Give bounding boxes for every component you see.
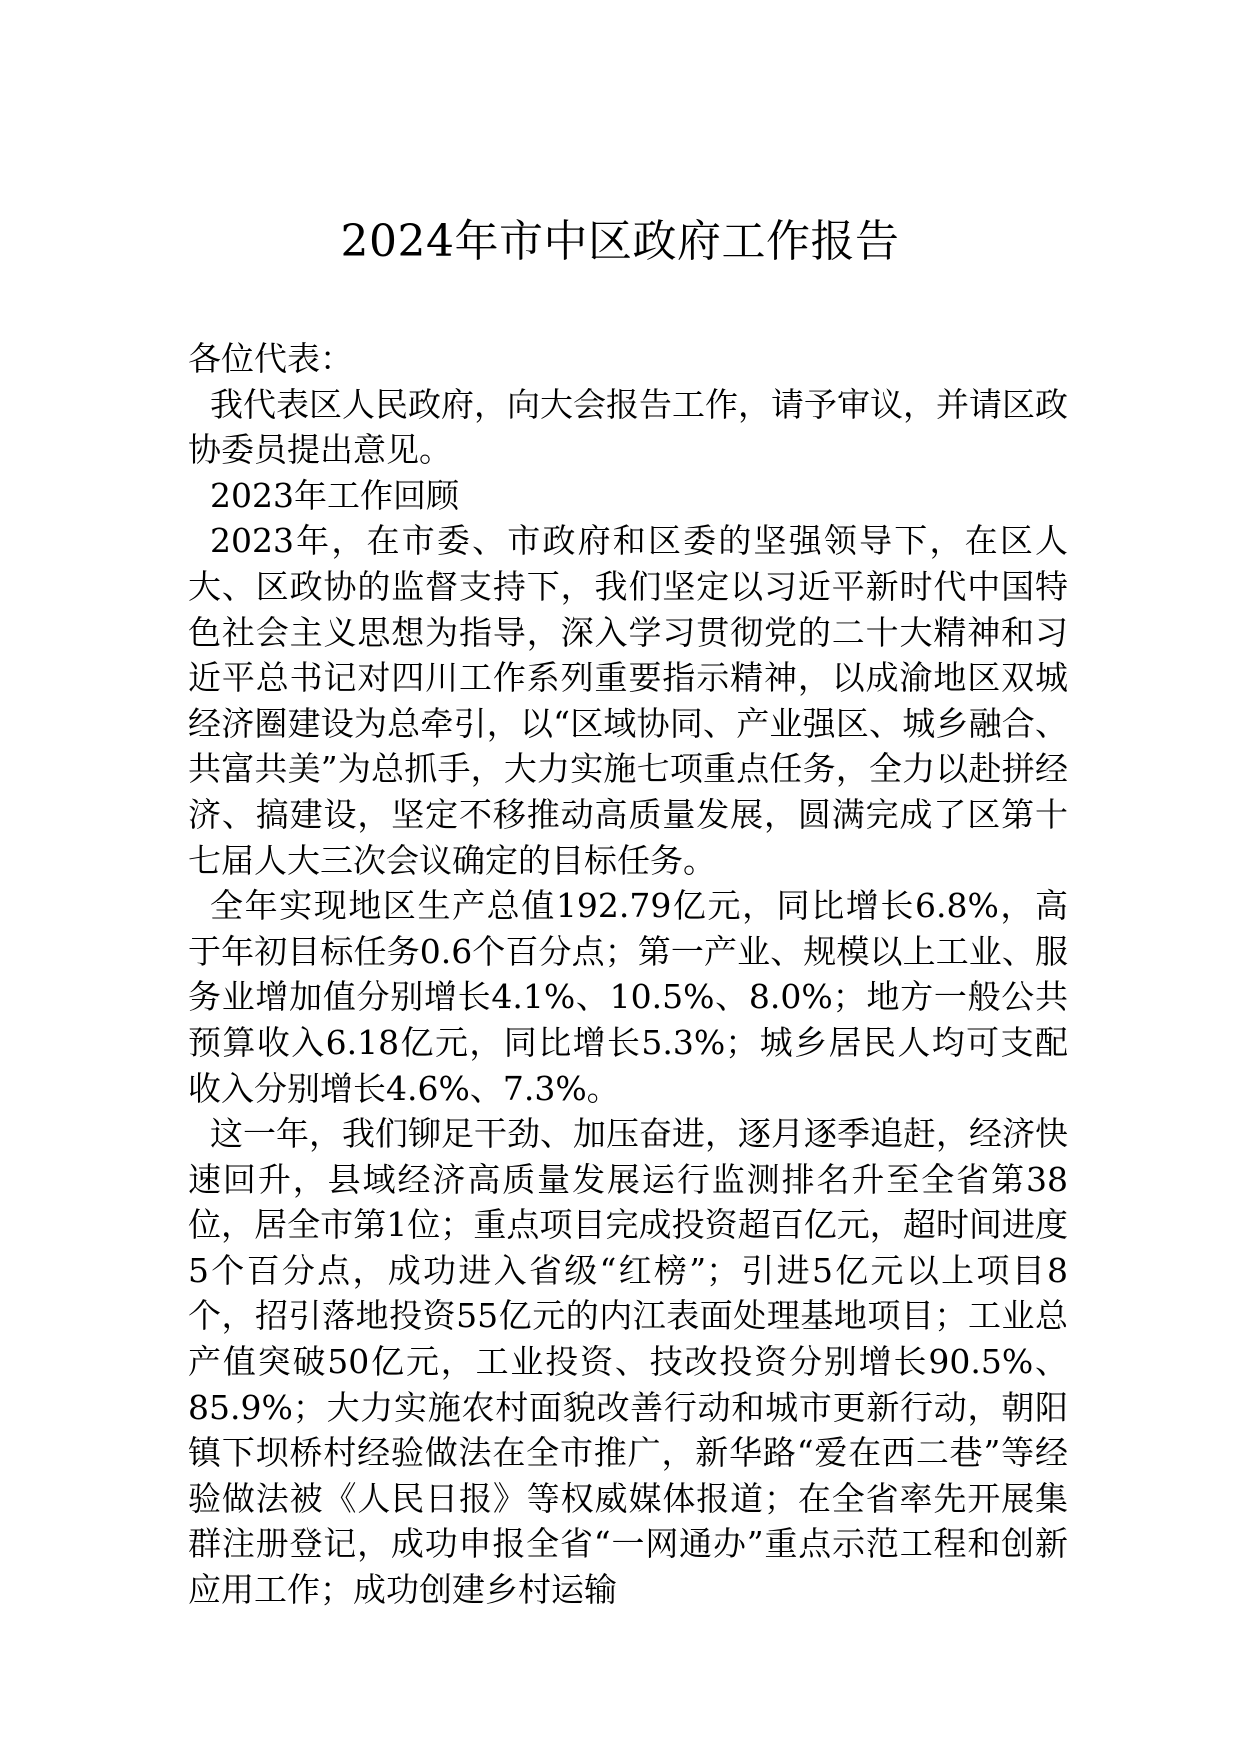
paragraph-opening: 我代表区人民政府，向大会报告工作，请予审议，并请区政协委员提出意见。 — [188, 384, 1068, 470]
section-heading-review: 2023年工作回顾 — [210, 475, 459, 515]
document-title: 2024年市中区政府工作报告 — [340, 216, 900, 267]
salutation: 各位代表： — [188, 339, 353, 378]
paragraph-indicators: 全年实现地区生产总值192.79亿元，同比增长6.8%，高于年初目标任务0.6个百分点；第一产业、规模以上工业、服务业增加值分别增长4.1%、10.5%、8.0%；地方一般公共预算收入6.18亿元，同比增长5.3%；城乡居民人均可支配收入分别增长4.6%、7.3%。 — [188, 886, 1068, 1108]
paragraph-overview: 2023年，在市委、市政府和区委的坚强领导下，在区人大、区政协的监督支持下，我们坚定以习近平新时代中国特色社会主义思想为指导，深入学习贯彻党的二十大精神和习近平总书记对四川工作系列重要指示精神，以成渝地区双城经济圈建设为总牵引，以“区域协同、产业强区、城乡融合、共富共美”为总抓手，大力实施七项重点任务，全力以赴拼经济、搞建设，坚定不移推动高质量发展，圆满完成了区第十七届人大三次会议确定的目标任务。 — [188, 521, 1068, 880]
paragraph-achievements: 这一年，我们铆足干劲、加压奋进，逐月逐季追赶，经济快速回升，县域经济高质量发展运行监测排名升至全省第38位，居全市第1位；重点项目完成投资超百亿元，超时间进度5个百分点，成功进入省级“红榜”；引进5亿元以上项目8个，招引落地投资55亿元的内江表面处理基地项目；工业总产值突破50亿元，工业投资、技改投资分别增长90.5%、85.9%；大力实施农村面貌改善行动和城市更新行动，朝阳镇下坝桥村经验做法在全市推广，新华路“爱在西二巷”等经验做法被《人民日报》等权威媒体报道；在全省率先开展集群注册登记，成功申报全省“一网通办”重点示范工程和创新应用工作；成功创建乡村运输 — [188, 1114, 1068, 1610]
document-body — [188, 336, 1068, 1613]
